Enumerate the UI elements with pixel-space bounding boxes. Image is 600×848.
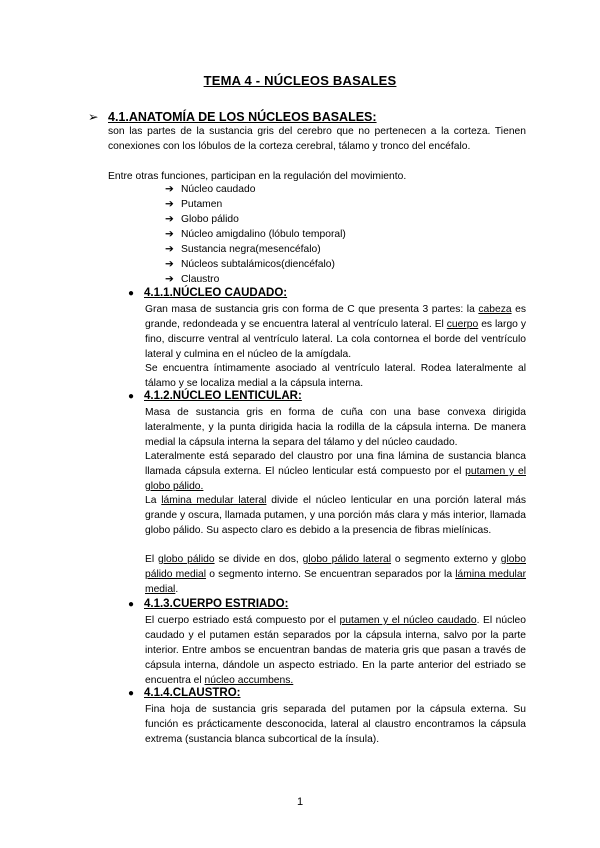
list-item: ➔ Globo pálido: [165, 214, 239, 225]
caudado-paragraph-2: Se encuentra íntimamente asociado al ventrículo lateral. Rodea lateralmente al tálamo y se localiza medial a la cápsula interna.: [145, 363, 526, 389]
subsection-heading-lenticular: ● 4.1.2.NÚCLEO LENTICULAR:: [128, 390, 302, 402]
lenticular-paragraph-2: Lateralmente está separado del claustro por una fina lámina de sustancia blanca llamada cápsula externa. El núcleo lenticular está compuesto por el putamen y el globo pálido.: [145, 451, 526, 492]
list-item: ➔ Núcleo amigdalino (lóbulo temporal): [165, 229, 346, 240]
bullet-dot-icon: ●: [128, 599, 135, 610]
arrow-right-icon: ➔: [165, 229, 174, 240]
document-title: TEMA 4 - NÚCLEOS BASALES: [203, 73, 397, 88]
bullet-dot-icon: ●: [128, 688, 135, 699]
arrow-right-icon: ➔: [165, 184, 174, 195]
bullet-dot-icon: ●: [128, 288, 135, 299]
caudado-paragraph-1: Gran masa de sustancia gris con forma de C que presenta 3 partes: la cabeza es grande, redondeada y se encuentra lateral al ventrículo lateral. El cuerpo es largo y fino, discurre ventral al ventrículo lateral. La cola contornea el borde del ventrículo lateral y culmina en el núcleo de la amígdala.: [145, 304, 526, 360]
list-item: ➔ Claustro: [165, 274, 220, 285]
section-number: 4.1.: [108, 110, 129, 124]
list-item: ➔ Núcleos subtalámicos(diencéfalo): [165, 259, 335, 270]
list-item: ➔ Putamen: [165, 199, 223, 210]
list-item: ➔ Sustancia negra(mesencéfalo): [165, 244, 321, 255]
arrow-right-icon: ➔: [165, 214, 174, 225]
arrow-right-icon: ➔: [165, 259, 174, 270]
page-number: 1: [296, 796, 304, 808]
bullet-dot-icon: ●: [128, 391, 135, 402]
subsection-heading-claustro: ● 4.1.4.CLAUSTRO:: [128, 687, 241, 699]
arrow-right-icon: ➔: [165, 199, 174, 210]
arrow-right-icon: ➔: [165, 244, 174, 255]
arrow-right-icon: ➔: [165, 274, 174, 285]
subsection-heading-estriado: ● 4.1.3.CUERPO ESTRIADO:: [128, 598, 289, 610]
arrowhead-bullet-icon: ➢: [88, 110, 99, 124]
basal-nuclei-list: [165, 182, 346, 287]
section-intro-functions: Entre otras funciones, participan en la regulación del movimiento.: [108, 171, 407, 182]
lenticular-paragraph-4: El globo pálido se divide en dos, globo pálido lateral o segmento externo y globo pálido medial o segmento interno. Se encuentran separados por la lámina medular medial.: [145, 554, 527, 595]
subsection-heading-caudado: ● 4.1.1.NÚCLEO CAUDADO:: [128, 287, 288, 299]
section-heading: [88, 109, 377, 124]
lenticular-paragraph-3: La lámina medular lateral divide el núcleo lenticular en una porción lateral más grande y oscura, llamada putamen, y una porción más clara y más interior, llamada globo pálido. Su aspecto claro es debido a la presencia de fibras mielínicas.: [145, 495, 526, 536]
list-item: ➔ Núcleo caudado: [165, 184, 256, 195]
section-intro: son las partes de la sustancia gris del cerebro que no pertenecen a la corteza. Tienen conexiones con los lóbulos de la corteza cerebral, tálamo y tronco del encéfalo.: [108, 126, 526, 152]
claustro-paragraph-1: Fina hoja de sustancia gris separada del putamen por la cápsula externa. Su función es prácticamente desconocida, lateral al claustro encontramos la cápsula extrema (sustancia blanca subcortical de la ínsula).: [145, 704, 526, 745]
estriado-paragraph-1: El cuerpo estriado está compuesto por el putamen y el núcleo caudado. El núcleo caudado y el putamen están separados por la cápsula interna, salvo por la parte interior. Entre ambos se encuentran bandas de materia gris que pasan a través de cápsula interna, dándole un aspecto estriado. En la parte anterior del estriado se encuentra el núcleo accumbens.: [145, 615, 527, 686]
lenticular-paragraph-1: Masa de sustancia gris en forma de cuña con una base convexa dirigida lateralmente, y la punta dirigida hacia la rodilla de la cápsula interna. De manera medial la cápsula interna la separa del tálamo y del núcleo caudado.: [145, 407, 526, 448]
section-heading-text: ANATOMÍA DE LOS NÚCLEOS BASALES:: [128, 110, 377, 124]
